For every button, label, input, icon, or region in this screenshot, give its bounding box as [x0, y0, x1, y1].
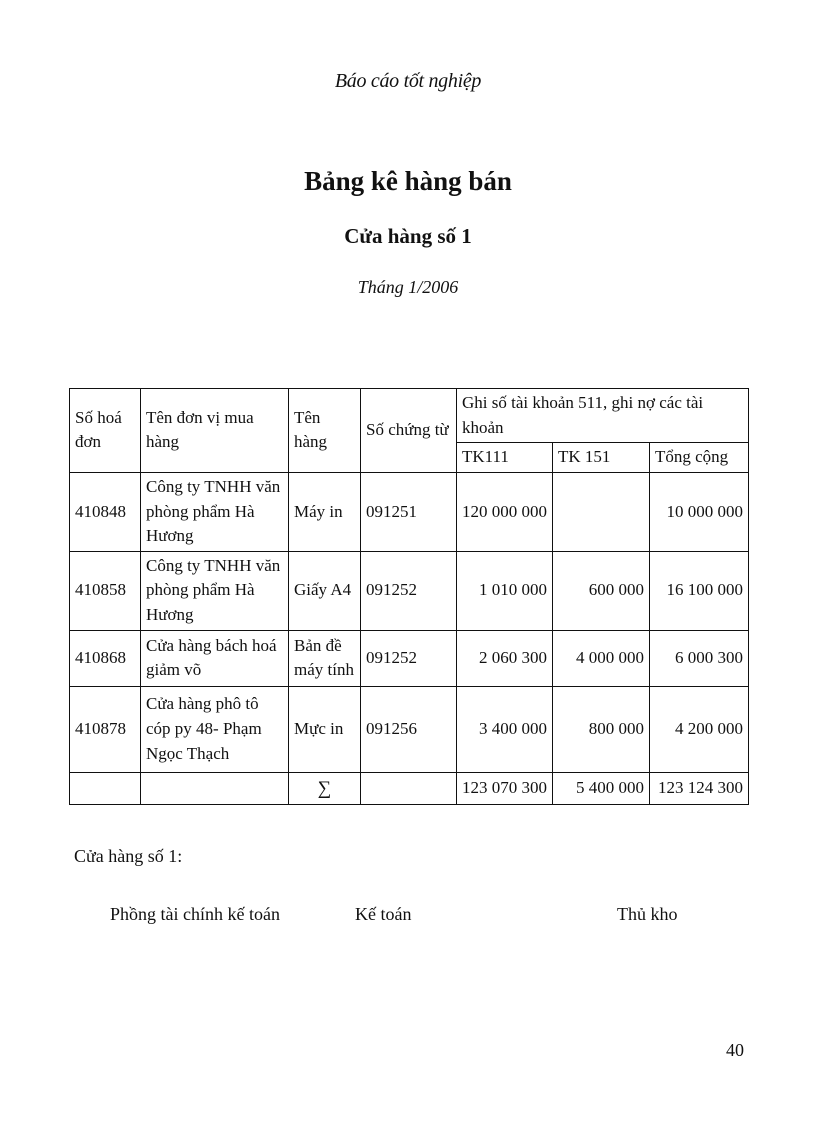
- signature-accountant: Kế toán: [355, 904, 412, 924]
- total-tk151: 5 400 000: [553, 772, 650, 805]
- table-row: [70, 472, 749, 551]
- cell-voucher: 091256: [361, 686, 457, 772]
- page-title: Bảng kê hàng bán: [304, 166, 512, 196]
- cell-total: 4 200 000: [650, 686, 749, 772]
- cell-invoice: 410878: [70, 686, 141, 772]
- cell-tk111: 2 060 300: [457, 630, 553, 686]
- cell-invoice: 410848: [70, 472, 141, 551]
- page-number: 40: [726, 1040, 744, 1060]
- col-header-tk111: TK111: [457, 443, 553, 473]
- cell-voucher: 091252: [361, 551, 457, 630]
- table-header-row: [70, 389, 749, 443]
- sales-ledger-table: [69, 388, 749, 805]
- cell-buyer: Công ty TNHH văn phòng phẩm Hà Hương: [141, 551, 289, 630]
- col-header-total: Tổng cộng: [650, 443, 749, 473]
- report-header-note: Báo cáo tốt nghiệp: [334, 70, 482, 92]
- cell-tk151: 800 000: [553, 686, 650, 772]
- cell-buyer: Cửa hàng bách hoá giảm võ: [141, 630, 289, 686]
- grand-total: 123 124 300: [650, 772, 749, 805]
- cell-total: 10 000 000: [650, 472, 749, 551]
- cell-buyer: Cửa hàng phô tô cóp py 48- Phạm Ngọc Thạch: [141, 686, 289, 772]
- cell-tk111: 1 010 000: [457, 551, 553, 630]
- cell-tk111: 120 000 000: [457, 472, 553, 551]
- col-header-item: Tên hàng: [289, 389, 361, 473]
- table-row: [70, 630, 749, 686]
- cell-item: Giấy A4: [289, 551, 361, 630]
- cell-empty: [70, 772, 141, 805]
- col-header-group: Ghi số tài khoản 511, ghi nợ các tài khoản: [457, 389, 749, 443]
- cell-empty: [361, 772, 457, 805]
- cell-tk151: 600 000: [553, 551, 650, 630]
- cell-invoice: 410858: [70, 551, 141, 630]
- col-header-invoice: Số hoá đơn: [70, 389, 141, 473]
- signature-storekeeper: Thủ kho: [617, 904, 678, 924]
- cell-empty: [141, 772, 289, 805]
- cell-total: 6 000 300: [650, 630, 749, 686]
- cell-invoice: 410868: [70, 630, 141, 686]
- col-header-buyer: Tên đơn vị mua hàng: [141, 389, 289, 473]
- totals-row: [70, 772, 749, 805]
- cell-tk151: [553, 472, 650, 551]
- store-note: Cửa hàng số 1:: [74, 846, 183, 866]
- cell-voucher: 091252: [361, 630, 457, 686]
- cell-tk111: 3 400 000: [457, 686, 553, 772]
- cell-voucher: 091251: [361, 472, 457, 551]
- cell-tk151: 4 000 000: [553, 630, 650, 686]
- report-month: Tháng 1/2006: [357, 277, 459, 297]
- table-row: [70, 551, 749, 630]
- signature-finance-dept: Phồng tài chính kế toán: [110, 904, 280, 924]
- cell-item: Máy in: [289, 472, 361, 551]
- table-row: [70, 686, 749, 772]
- total-tk111: 123 070 300: [457, 772, 553, 805]
- col-header-tk151: TK 151: [553, 443, 650, 473]
- cell-total: 16 100 000: [650, 551, 749, 630]
- cell-buyer: Công ty TNHH văn phòng phẩm Hà Hương: [141, 472, 289, 551]
- col-header-voucher: Số chứng từ: [361, 389, 457, 473]
- cell-item: Bản đề máy tính: [289, 630, 361, 686]
- page-subtitle: Cửa hàng số 1: [344, 224, 472, 248]
- sum-symbol: ∑: [289, 772, 361, 805]
- cell-item: Mực in: [289, 686, 361, 772]
